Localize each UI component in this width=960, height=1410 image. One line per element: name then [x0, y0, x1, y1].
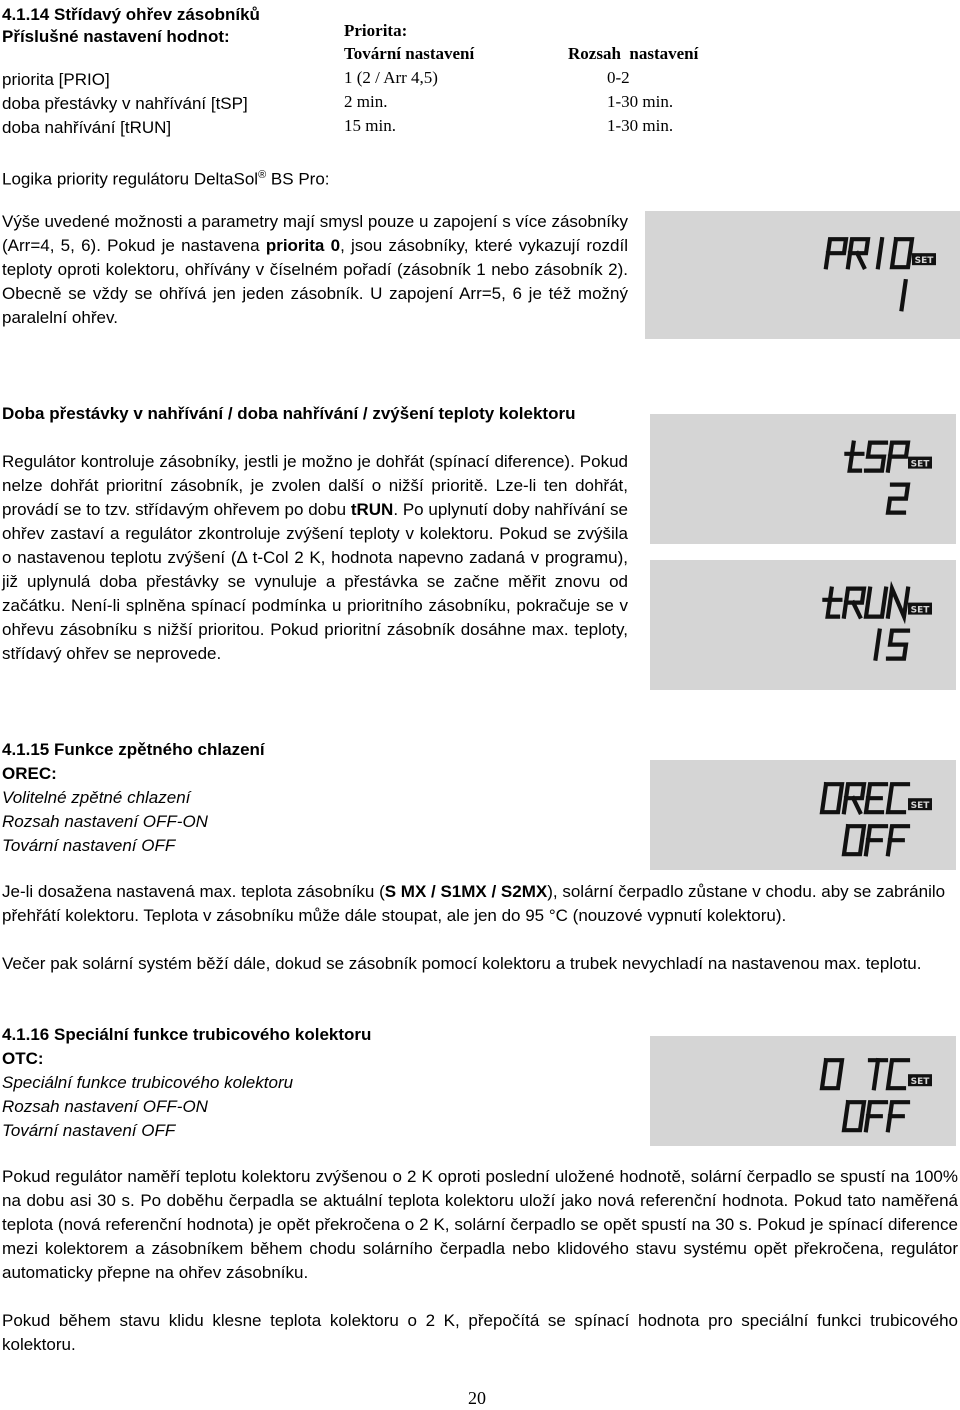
alternating-text-a: Regulátor kontroluje zásobníky, jestli je možno je dohřát (spínací diference). Pokud nelze dohřát prioritní zásobník, je zvolen další o nižší prioritě. Lze-li ten dohřát, provádí se to tzv. střídavým ohřevem po dobu [2, 452, 628, 519]
lcd-segment [822, 784, 842, 812]
priority-paragraph [2, 210, 628, 330]
lcd-segment [844, 1102, 864, 1130]
lcd-orec-svg [650, 760, 956, 870]
settings-subheading: Příslušné nastavení hodnot: [2, 27, 230, 46]
storage-max-bold: S MX / S1MX / S2MX [384, 882, 548, 901]
lcd-display-otc [650, 1036, 956, 1146]
row-label-prio: priorita [PRIO] [2, 70, 110, 89]
priority-logic-title-suffix: BS Pro: [266, 169, 330, 189]
orec-paragraph [2, 880, 952, 928]
row-label-trun: doba nahřívání [tRUN] [2, 118, 172, 137]
page-number: 20 [468, 1388, 486, 1408]
row-range-trun: 1-30 min. [607, 116, 674, 135]
orec-text-b: ), solární čerpadlo zůstane v chodu. aby se zabránilo přehřátí kolektoru. Teplota v zásobníku může dále stoupat, ale jen do 95 °C (nouzové vypnutí kolektoru). [2, 882, 946, 925]
lcd-segment [866, 589, 886, 617]
lcd-segment [876, 631, 880, 659]
set-badge-label: SET [910, 801, 930, 812]
lcd-segment [888, 631, 908, 659]
factory-setting-header: Tovární nastavení [344, 44, 475, 63]
orec-name: Volitelné zpětné chlazení [2, 788, 191, 807]
lcd-tsp-svg [650, 414, 956, 544]
lcd-display-orec [650, 760, 956, 870]
otc-paragraph-2: Pokud během stavu klidu klesne teplota kolektoru o 2 K, přepočítá se spínací hodnota pro speciální funkci trubicového kolektoru. [2, 1311, 958, 1354]
otc-range: Rozsah nastavení OFF-ON [2, 1097, 208, 1116]
lcd-segment [874, 1060, 878, 1088]
priority-paragraph-text-b: , jsou zásobníky, které vykazují rozdíl teploty oproti kolektoru, ohřívány v číselném pořadí (zásobník 1 nebo zásobník 2). Obecně se vždy se ohřívá jen jeden zásobník. U zapojení Arr=5, 6 je též možný paralelní ohřev. [2, 236, 628, 327]
lcd-segment [866, 443, 886, 471]
lcd-segment [822, 1060, 842, 1088]
alternating-heating-paragraph [2, 450, 628, 666]
otc-factory: Tovární nastavení OFF [2, 1121, 176, 1140]
orec-code: OREC: [2, 764, 57, 783]
lcd-trun-svg [650, 560, 956, 690]
orec-paragraph-2: Večer pak solární systém běží dále, dokud se zásobník pomocí kolektoru a trubek nevychladí na nastavenou max. teplotu. [2, 954, 922, 973]
section-heading-4-1-15: 4.1.15 Funkce zpětného chlazení [2, 740, 265, 759]
section-heading-4-1-14: 4.1.14 Střídavý ohřev zásobníků [2, 5, 260, 24]
row-factory-trun: 15 min. [344, 116, 396, 135]
range-setting-header: Rozsah nastavení [568, 44, 699, 63]
otc-paragraph: Pokud regulátor naměří teplotu kolektoru zvýšenou o 2 K oproti poslední uložené hodnotě, solární čerpadlo se spustí na 100% na dobu asi 30 s. Po doběhu čerpadla se aktuální teplota kolektoru uloží jako nová referenční hodnota. Pokud tato naměřená teplota (nová referenční hodnota) je opět překročena o 2 K, solární čerpadlo se opět spustí na 30 s. Pokud je spínací diference mezi kolektorem a zásobníkem během chodu solárního čerpadla nebo klidového stavu systému opět překročena, regulátor automaticky přepne na ohřev zásobníku. [2, 1167, 958, 1282]
registered-mark: ® [258, 169, 267, 181]
lcd-segment [826, 239, 846, 267]
priority-header: Priorita: [344, 21, 408, 40]
priority-paragraph-text-a: Výše uvedené možnosti a parametry mají smysl pouze u zapojení s více zásobníky (Arr=4, 5, 6). Pokud je nastavena [2, 212, 628, 255]
row-factory-tsp: 2 min. [344, 92, 388, 111]
row-label-tsp: doba přestávky v nahřívání [tSP] [2, 94, 248, 113]
section-heading-4-1-16: 4.1.16 Speciální funkce trubicového kolektoru [2, 1025, 372, 1044]
lcd-otc-svg [650, 1036, 956, 1146]
otc-code: OTC: [2, 1049, 44, 1068]
row-factory-prio: 1 (2 / Arr 4,5) [344, 68, 438, 87]
lcd-segment [828, 589, 838, 617]
priority-logic-title-text: Logika priority regulátoru DeltaSol [2, 169, 259, 189]
row-range-prio: 0-2 [607, 68, 630, 87]
lcd-segment [888, 485, 908, 513]
lcd-display-tsp [650, 414, 956, 544]
lcd-segment [888, 1060, 908, 1088]
trun-bold: tRUN [350, 500, 394, 519]
lcd-segment [857, 253, 864, 267]
lcd-display-trun [650, 560, 956, 690]
lcd-segment [844, 826, 864, 854]
priority-logic-title [2, 163, 330, 192]
lcd-segment [888, 589, 908, 617]
set-badge-label: SET [910, 459, 930, 470]
otc-name: Speciální funkce trubicového kolektoru [2, 1073, 294, 1092]
alternating-heating-title: Doba přestávky v nahřívání / doba nahřívání / zvýšení teploty kolektoru [2, 404, 576, 423]
lcd-segment [878, 239, 882, 267]
lcd-segment [888, 784, 908, 812]
alternating-text-b: . Po uplynutí doby nahřívání se ohřev zastaví a regulátor zkontroluje zvýšení teploty v kolektoru. Pokud se zvýšila o nastavenou teplotu zvýšení (Δ t-Col 2 K, hodnota napevno zadaná v programu), již uplynulá doba přestávky se vynuluje a přestávka se začne měřit znovu od začátku. Není-li splněna spínací podmínka u prioritního zásobníku, pokračuje se v ohřevu zásobníku s nižší prioritou. Pokud prioritní zásobník dosáhne max. teploty, střídavý ohřev se neprovede. [2, 500, 628, 663]
orec-factory: Tovární nastavení OFF [2, 836, 176, 855]
lcd-segment [888, 443, 908, 471]
orec-text-a: Je-li dosažena nastavená max. teplota zásobníku ( [2, 882, 385, 901]
set-badge-label: SET [914, 256, 934, 267]
priority-zero-bold: priorita 0 [265, 236, 341, 255]
lcd-segment [902, 281, 906, 309]
lcd-display-prio [645, 211, 960, 339]
lcd-segment [850, 443, 860, 471]
set-badge-label: SET [910, 1077, 930, 1088]
lcd-segment [892, 239, 912, 267]
set-badge-label: SET [910, 605, 930, 616]
row-range-tsp: 1-30 min. [607, 92, 674, 111]
lcd-prio-svg [645, 211, 960, 339]
orec-range: Rozsah nastavení OFF-ON [2, 812, 208, 831]
